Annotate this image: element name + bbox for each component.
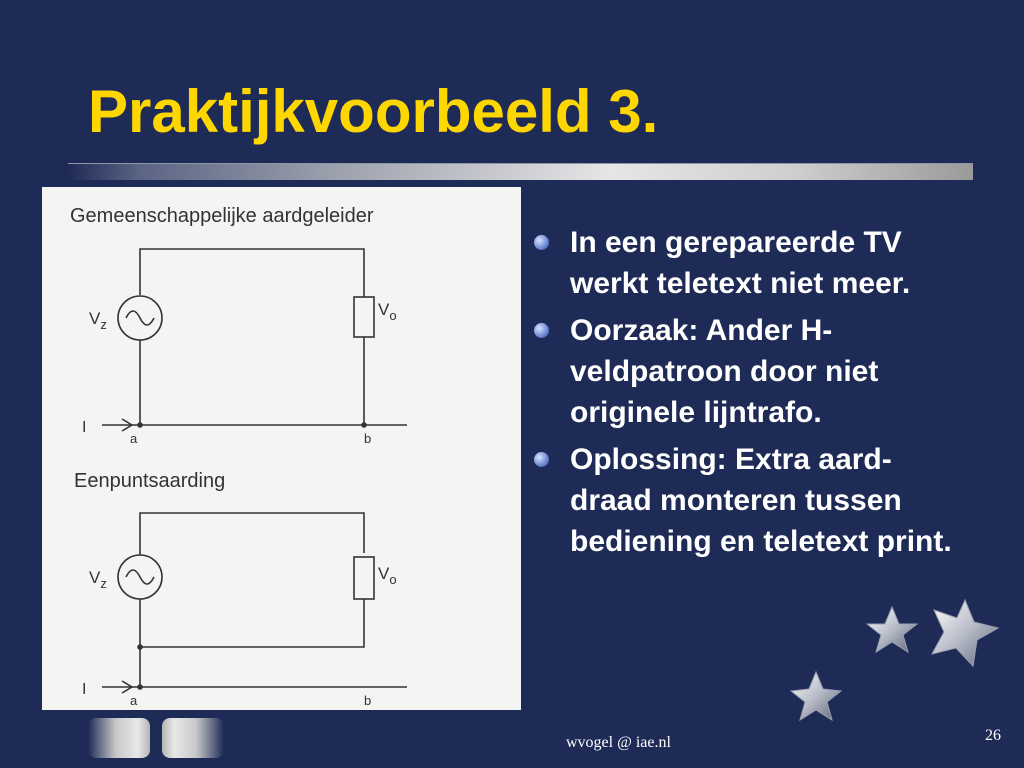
star-icon	[932, 600, 998, 666]
next-slide-button[interactable]	[162, 718, 224, 758]
bottom-load-resistor	[354, 557, 374, 599]
bullet-sphere-icon	[534, 452, 549, 467]
bottom-current-label: I	[82, 681, 87, 698]
bottom-node-a-label: a	[130, 693, 138, 708]
bottom-source-label: $V_z$	[89, 568, 107, 591]
star-icon	[867, 607, 917, 652]
bullet-text: In een gerepareerde TV werkt teletext niet meer.	[570, 226, 911, 300]
top-node-b-dot	[362, 423, 366, 427]
top-node-a-label: a	[130, 431, 138, 446]
top-load-label: $V_o$	[378, 300, 397, 323]
page-number: 26	[985, 727, 1001, 744]
bullet-text: Oorzaak: Ander H-veldpatroon door niet originele lijntrafo.	[570, 314, 879, 429]
bullet-list	[534, 222, 954, 568]
top-load-resistor	[354, 297, 374, 337]
bottom-node-a-dot	[138, 685, 142, 689]
slide-title: Praktijkvoorbeeld 3.	[88, 78, 659, 145]
previous-slide-button[interactable]	[88, 718, 150, 758]
bullet-sphere-icon	[534, 323, 549, 338]
title-divider	[68, 163, 973, 180]
top-current-label: I	[82, 419, 87, 436]
bullet-sphere-icon	[534, 235, 549, 250]
bullet-text: Oplossing: Extra aard-draad monteren tussen bediening en teletext print.	[570, 443, 952, 558]
bullet-item	[534, 310, 954, 433]
circuit-diagram-svg	[42, 187, 521, 710]
bottom-diagram-heading: Eenpuntsaarding	[74, 470, 226, 492]
circuit-diagram	[42, 187, 521, 710]
bullet-item	[534, 439, 954, 562]
bottom-junction-dot	[138, 645, 142, 649]
bottom-load-label: $V_o$	[378, 564, 397, 587]
top-node-a-dot	[138, 423, 142, 427]
bottom-node-b-label: b	[364, 693, 372, 708]
top-upper-wire	[140, 249, 364, 297]
top-node-b-label: b	[364, 431, 372, 446]
star-icon	[791, 672, 841, 720]
footer-text: wvogel @ iae.nl	[566, 734, 671, 751]
stars-decoration	[760, 580, 1010, 730]
bullet-item	[534, 222, 954, 304]
top-diagram-heading: Gemeenschappelijke aardgeleider	[70, 205, 374, 227]
top-sine-icon	[126, 311, 154, 325]
top-source-label: $V_z$	[89, 309, 107, 332]
bottom-return-wire	[140, 599, 364, 647]
bottom-sine-icon	[126, 570, 154, 584]
bottom-upper-wire	[140, 513, 364, 555]
